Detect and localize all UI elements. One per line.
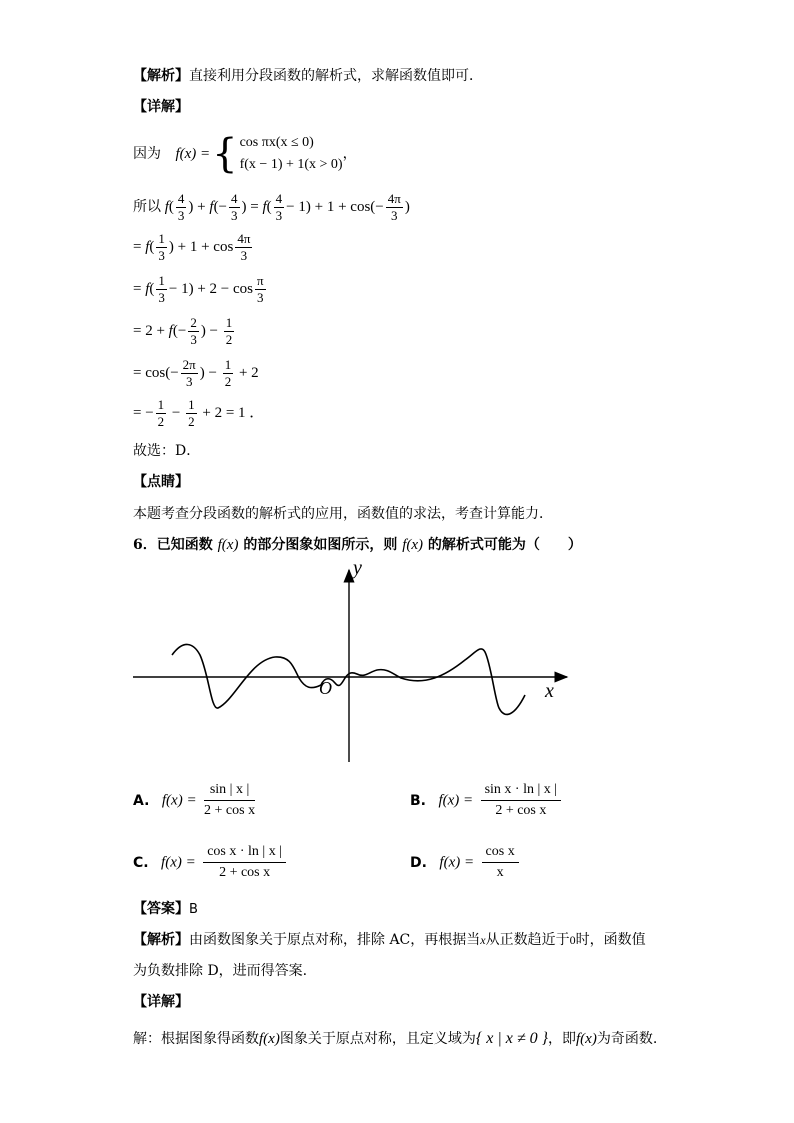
option-d-lhs: f(x) =	[439, 854, 475, 871]
answer-tag: 【答案】	[133, 901, 189, 917]
solution-tail-2: 为奇函数.	[596, 1031, 658, 1047]
solution-domain: { x | x ≠ 0 }	[475, 1030, 549, 1047]
option-b-lhs: f(x) =	[438, 792, 474, 809]
piecewise-definition	[133, 132, 357, 176]
option-c-lhs: f(x) =	[161, 854, 196, 871]
analysis2-tag: 【解析】	[133, 932, 189, 948]
analysis2-x: x	[480, 933, 486, 947]
question-number: 6．	[133, 537, 157, 553]
question-fx-2: f(x)	[402, 537, 424, 553]
comment-line	[133, 504, 553, 524]
question-text-2: 的部分图象如图所示，则	[243, 537, 398, 553]
solution-line	[133, 1029, 657, 1049]
option-d-label: D.	[410, 854, 427, 871]
option-b-numerator: sin x · ln | x |	[481, 780, 562, 801]
analysis2-zero: 0	[569, 933, 576, 947]
option-c-denominator: 2 + cos x	[219, 865, 271, 880]
question-text-3: 的解析式可能为（ ）	[427, 537, 582, 553]
choice-text: 故选：D．	[133, 443, 201, 459]
case-2: f(x − 1) + 1(x > 0)	[239, 157, 343, 172]
question-6	[133, 535, 582, 555]
option-c-label: C.	[133, 854, 149, 871]
question-text-1: 已知函数	[156, 537, 213, 553]
analysis2-line-2	[133, 961, 307, 981]
solution-fx-2: f(x)	[576, 1031, 597, 1047]
brace-symbol: {	[212, 131, 238, 177]
y-axis-label: y	[353, 560, 362, 579]
option-d[interactable]	[410, 842, 519, 883]
analysis2-text-1a: 由函数图象关于原点对称，排除 AC，再根据当	[189, 932, 481, 948]
answer-value: B	[189, 902, 198, 917]
solution-mid: 图象关于原点对称，且定义域为	[279, 1031, 476, 1047]
answer-line	[133, 899, 198, 920]
solution-fx: f(x)	[259, 1031, 280, 1047]
option-a-lhs: f(x) =	[161, 792, 197, 809]
analysis-text: 直接利用分段函数的解析式，求解函数值即可．	[189, 68, 483, 84]
option-c[interactable]	[133, 842, 286, 883]
piecewise-lhs: f(x) =	[175, 146, 211, 162]
option-d-denominator: x	[496, 865, 504, 880]
function-graph	[125, 560, 575, 770]
question-fx-1: f(x)	[217, 537, 239, 553]
analysis-line	[133, 66, 483, 86]
option-a-denominator: 2 + cos x	[204, 803, 256, 818]
comment-text: 本题考查分段函数的解析式的应用，函数值的求法，考查计算能力．	[133, 506, 553, 522]
comment-heading	[133, 472, 189, 492]
x-axis-label: x	[545, 680, 554, 702]
case-1: cos πx(x ≤ 0)	[239, 135, 314, 150]
option-a[interactable]	[133, 780, 255, 821]
analysis2-line-1	[133, 930, 646, 950]
step-3: = f( $\frac{1}{3}$ − 1) + 2 − cos $\frac{\pi}{3}$	[133, 273, 264, 306]
detail-tag: 【详解】	[133, 99, 189, 115]
option-b-denominator: 2 + cos x	[495, 803, 547, 818]
option-b-label: B.	[410, 792, 426, 809]
analysis2-text-1b: 从正数趋近于	[485, 932, 570, 948]
detail2-tag: 【详解】	[133, 994, 189, 1010]
analysis2-text-1c: 时，函数值	[575, 932, 646, 948]
option-c-numerator: cos x · ln | x |	[203, 842, 286, 863]
comment-tag: 【点睛】	[133, 474, 189, 490]
step-1: 所以 f( $\frac{4}{3}$ ) + f(− $\frac{4}{3}$ ) = f( $\frac{4}{3}$ − 1) + 1 + cos(− $\frac{4\pi}{3}$ )	[133, 191, 410, 224]
origin-label: O	[319, 678, 332, 698]
because-lead: 因为	[133, 146, 161, 162]
option-a-label: A.	[133, 792, 150, 809]
step-6: = − $\frac{1}{2}$ − $\frac{1}{2}$ + 2 = 1 ．	[133, 397, 265, 430]
analysis2-text-2: 为负数排除 D，进而得答案.	[133, 963, 308, 979]
option-a-numerator: sin | x |	[204, 780, 255, 801]
piecewise-tail: ，	[342, 146, 357, 162]
analysis-tag: 【解析】	[133, 68, 189, 84]
step-4: = 2 + f(− $\frac{2}{3}$ ) − $\frac{1}{2}$	[133, 315, 233, 348]
step-2: = f( $\frac{1}{3}$ ) + 1 + cos $\frac{4\pi}{3}$	[133, 231, 251, 264]
step-1-lead: 所以	[133, 199, 161, 215]
option-b[interactable]	[410, 780, 561, 821]
detail2-heading	[133, 992, 189, 1012]
solution-lead: 解：根据图象得函数	[133, 1031, 259, 1047]
detail-heading	[133, 97, 189, 117]
piecewise-cases	[240, 132, 343, 176]
step-5: = cos(− $\frac{2\pi}{3}$ ) − $\frac{1}{2}$ + 2	[133, 357, 259, 390]
option-d-numerator: cos x	[482, 842, 519, 863]
solution-tail-1: ，即	[548, 1031, 577, 1047]
choice-line	[133, 441, 200, 461]
